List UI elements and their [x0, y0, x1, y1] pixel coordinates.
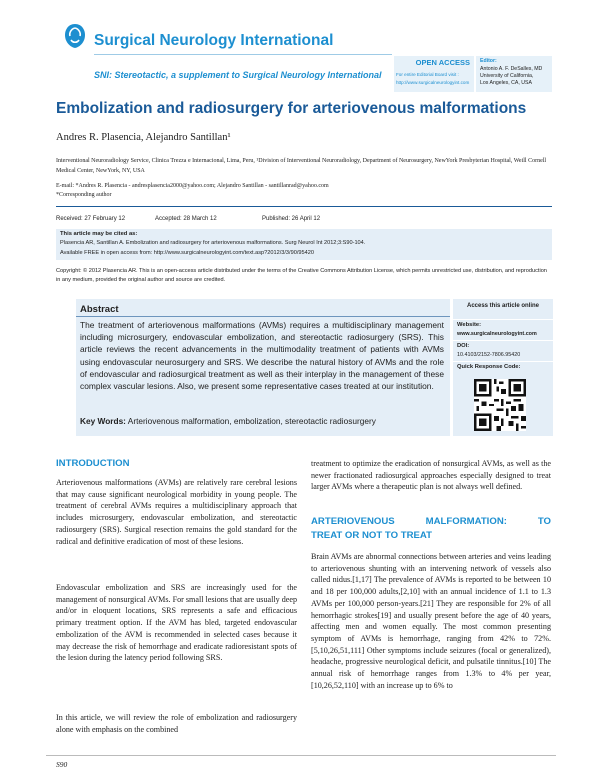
right-paragraph-1: Brain AVMs are abnormal connections between arteries and veins leading to arteriovenous shunting with an intervening network of vessels also called nidus.[1,17] The prevalence of AVMs is reported to be between 10 and 18 per 100,000 adults,[2,10] with an annual incidence of 1.1 to 1.3 AVMs per 100,000 person-years.[21] They are responsible for 2% of all hemorrhagic strokes[19] and usually present before the age of 40 years, affecting men and women equally. The most common presenting symptom of AVMs is hemorrhage, ranging from 42% to 72%.[5,10,26,51,111] Other symptoms include seizures (focal or generalized), headache, progressive neurological deficit, and pulsatile tinnitus.[10] The annual risk of hemorrhage ranges from 1.3% to 4% per year,[10,26,52,110] with an increase up to 6% to [311, 552, 551, 690]
qr-label: Quick Response Code: [457, 364, 521, 370]
published-date: Published: 26 April 12 [262, 216, 321, 222]
abstract-heading: Abstract [80, 304, 119, 315]
intro-paragraph-2: Endovascular embolization and SRS are increasingly used for the management of nonsurgical AVMs. For small lesions that are usually deep and/or in eloquent locations, SRS represents a safe and efficacious primary treatment option. If the AVM has bled, targeted endovascular embolization of the AVM is recommended in selected cases because it may decrease the risk of hemorrhage and eradicate radioresistant spots of the lesion during the latency period following SRS. [56, 583, 297, 663]
access-divider [453, 361, 553, 362]
qr-code-icon [474, 379, 526, 431]
website-link[interactable]: www.surgicalneurologyint.com [457, 331, 537, 337]
journal-subtitle: SNI: Stereotactic, a supplement to Surgical Neurology International [94, 70, 382, 80]
open-access-label: OPEN ACCESS [415, 58, 470, 67]
avm-heading-line-2: TREAT OR NOT TO TREAT [311, 530, 432, 541]
editor-location: Los Angeles, CA, USA [480, 80, 532, 86]
access-divider [453, 340, 553, 341]
editorial-board-text: For entire Editorial Board visit : [396, 72, 459, 77]
article-authors: Andres R. Plasencia, Alejandro Santillan¹ [56, 132, 231, 143]
abstract-text: The treatment of arteriovenous malformations (AVMs) requires a multidisciplinary management including microsurgery, endovascular embolization, and stereotactic radiosurgery (SRS). This article reviews the recent advancements in the multimodality treatment of patients with AVMs using endovascular neurosurgery and SRS. We describe the natural history of AVMs and the role of endovascular and radiosurgical treatment as well as their interplay in the management of these complex vascular lesions. Also, we present some representative cases treated at our institution. [80, 320, 444, 392]
header-divider [94, 54, 392, 55]
editor-label: Editor: [480, 58, 497, 64]
doi-value[interactable]: 10.4103/2152-7806.95420 [457, 352, 521, 358]
dates-divider [56, 206, 552, 207]
article-title: Embolization and radiosurgery for arteriovenous malformations [56, 100, 527, 117]
access-heading: Access this article online [466, 303, 540, 309]
citation-link[interactable]: Available FREE in open access from: http://www.surgicalneurologyint.com/text.asp?2012/3/3/90/95420 [60, 250, 314, 256]
website-label: Website: [457, 322, 482, 328]
received-date: Received: 27 February 12 [56, 216, 126, 222]
corresponding-author-note: *Corresponding author [56, 192, 112, 198]
avm-heading-line-1: ARTERIOVENOUS MALFORMATION: TO [311, 516, 551, 527]
editor-name: Antonio A. F. DeSalles, MD [480, 66, 543, 72]
editorial-board-link[interactable]: http://www.surgicalneurologyint.com [396, 80, 470, 85]
footer-divider [46, 755, 556, 756]
access-divider [453, 319, 553, 320]
accepted-date: Accepted: 28 March 12 [155, 216, 217, 222]
journal-title: Surgical Neurology International [94, 32, 334, 49]
author-emails[interactable]: E-mail: *Andres R. Plasencia - andresplasencia2000@yahoo.com; Alejandro Santillan - santillanrad@yahoo.com [56, 183, 329, 189]
citation-heading: This article may be cited as: [60, 231, 138, 237]
author-affiliations: Interventional Neuroradiology Service, Clinica Trezza e Internacional, Lima, Peru, ¹Division of Interventional Neuroradiology, Department of Neurosurgery, NewYork Presbyterian Hospital, Weill Cornell Medical Center, NewYork, NY, USA [56, 158, 547, 174]
journal-logo-icon [62, 22, 88, 50]
intro-paragraph-1: Arteriovenous malformations (AVMs) are relatively rare cerebral lesions that may cause significant neurological morbidity in young people. The treatment of cerebral AVMs requires a multidisciplinary approach that includes microsurgery, endovascular embolization, and stereotactic radiosurgery (SRS). Surgical resection remains the gold standard for the radical and definitive eradication of most of these lesions. [56, 478, 297, 546]
citation-text: Plasencia AR, Santillan A. Embolization and radiosurgery for arteriovenous malformations. Surg Neurol Int 2012;3:S90-104. [60, 240, 366, 246]
intro-paragraph-3: In this article, we will review the role of embolization and radiosurgery alone with emphasis on the combined [56, 713, 297, 734]
abstract-divider [76, 316, 450, 317]
editor-affiliation: University of California, [480, 73, 534, 79]
keywords: Key Words: Arteriovenous malformation, embolization, stereotactic radiosurgery [80, 416, 376, 426]
page-number: S90 [56, 760, 68, 769]
doi-label: DOI: [457, 343, 470, 349]
copyright-notice: Copyright: © 2012 Plasencia AR. This is an open-access article distributed under the terms of the Creative Commons Attribution License, which permits unrestricted use, distribution, and reproduction in any medium, provided the original author and source are credited. [56, 268, 547, 283]
introduction-heading: INTRODUCTION [56, 458, 130, 469]
right-paragraph-0: treatment to optimize the eradication of nonsurgical AVMs, as well as the newer fractionated radiosurgical approaches especially designed to treat larger AVMs where a therapeutic plan is not always well defined. [311, 459, 551, 492]
